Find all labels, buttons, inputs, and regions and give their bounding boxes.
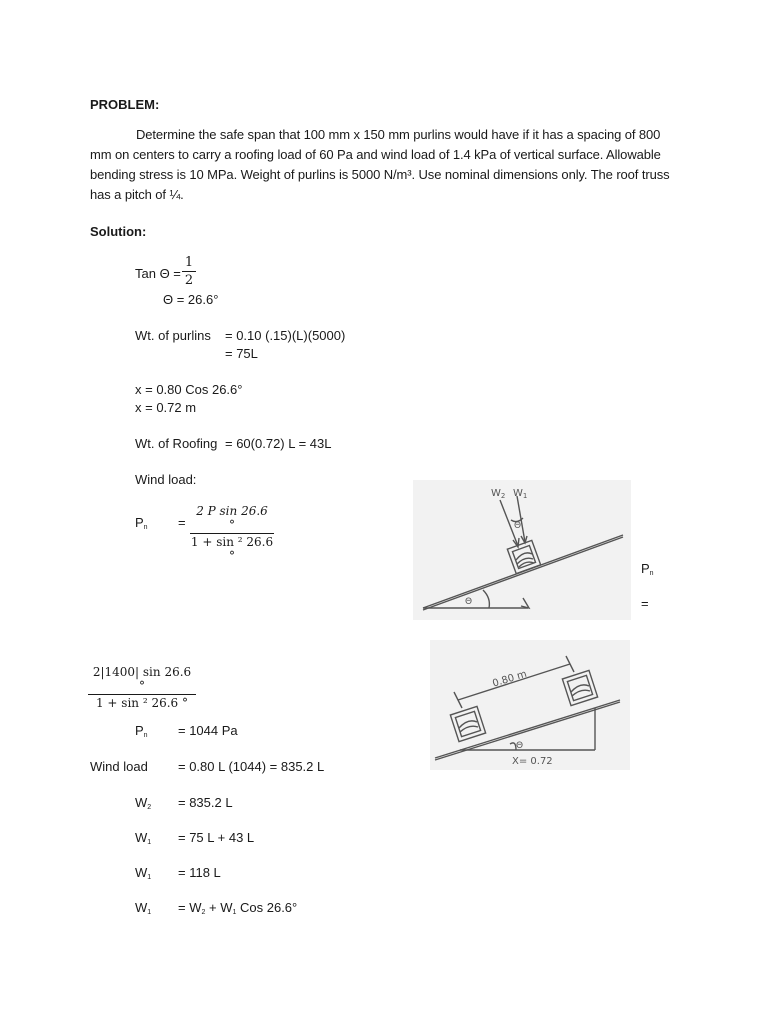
formula2-denominator: 1 + sin ² 26.6 ° <box>95 696 188 710</box>
purlin-load-diagram <box>413 480 631 620</box>
w2-value: = 835.2 L <box>178 795 233 810</box>
theta-bottom-symbol: Θ <box>465 597 473 607</box>
x-dimension-label: X= 0.72 <box>512 756 553 767</box>
wind-load-value: = 0.80 L (1044) = 835.2 L <box>178 759 325 774</box>
pn-label-3: $P_n$ <box>135 723 148 739</box>
wind-formula-2 <box>88 665 196 710</box>
pn-equals-1: = <box>178 515 186 530</box>
wt-roofing-eq: = 60(0.72) L = 43L <box>225 436 332 451</box>
w2-diagram-label: $W_2$ <box>491 488 506 500</box>
formula1-denominator: 1 + sin ² 26.6 ° <box>190 535 274 563</box>
w1-value-c: = $W_2 + W_1$ Cos 26.6° <box>178 900 298 916</box>
problem-text: Determine the safe span that 100 mm x 150 mm purlins would have if it has a spacing of 800 mm on centers to carry a roofing load of 60 Pa and wind load of 1.4 kPa of vertical surface. Allowable bending stress is 10 MPa. Weight of purlins is 5000 N/m³. Use nominal dimensions only. The roof truss has a pitch of ¼. <box>90 127 670 202</box>
wt-purlins-label: Wt. of purlins <box>135 328 211 343</box>
solution-heading: Solution: <box>90 224 147 239</box>
pn-value: = 1044 Pa <box>178 723 238 738</box>
theta-value: Θ = 26.6° <box>163 292 219 307</box>
w1-label-c: $W_1$ <box>135 900 152 916</box>
problem-heading: PROBLEM: <box>90 97 160 112</box>
tan-fraction <box>182 255 196 288</box>
x-eq2: x = 0.72 m <box>135 400 197 415</box>
pn-label-2: $P_n$ <box>641 561 654 577</box>
x-eq1: x = 0.80 Cos 26.6° <box>135 382 243 397</box>
span-label: 0.80 m <box>491 668 529 690</box>
purlin-spacing-diagram <box>430 640 630 770</box>
tan-denominator: 2 <box>184 273 194 288</box>
w1-label-a: $W_1$ <box>135 830 152 846</box>
formula2-numerator: 2|1400| sin 26.6 ° <box>92 665 192 693</box>
tan-label: Tan Θ = <box>135 266 181 281</box>
w2-label: $W_2$ <box>135 795 152 811</box>
w1-value-b: = 118 L <box>178 865 221 880</box>
w1-value-a: = 75 L + 43 L <box>178 830 255 845</box>
pn-equals-2: = <box>641 596 649 611</box>
w1-diagram-label: $W_1$ <box>513 488 528 500</box>
wt-roofing-label: Wt. of Roofing <box>135 436 218 451</box>
theta-top-symbol: Θ <box>514 521 522 531</box>
theta-symbol: Θ <box>516 741 524 751</box>
wind-formula-1 <box>190 504 274 563</box>
problem-paragraph <box>90 125 670 205</box>
tan-numerator: 1 <box>184 255 194 270</box>
wt-purlins-eq1: = 0.10 (.15)(L)(5000) <box>225 328 346 343</box>
pn-label-1: $P_n$ <box>135 515 148 531</box>
formula1-numerator: 2 P sin 26.6 ° <box>196 504 268 532</box>
w1-label-b: $W_1$ <box>135 865 152 881</box>
wt-purlins-eq2: = 75L <box>225 346 258 361</box>
wind-load-label: Wind load <box>90 759 148 774</box>
wind-load-heading: Wind load: <box>135 472 197 487</box>
